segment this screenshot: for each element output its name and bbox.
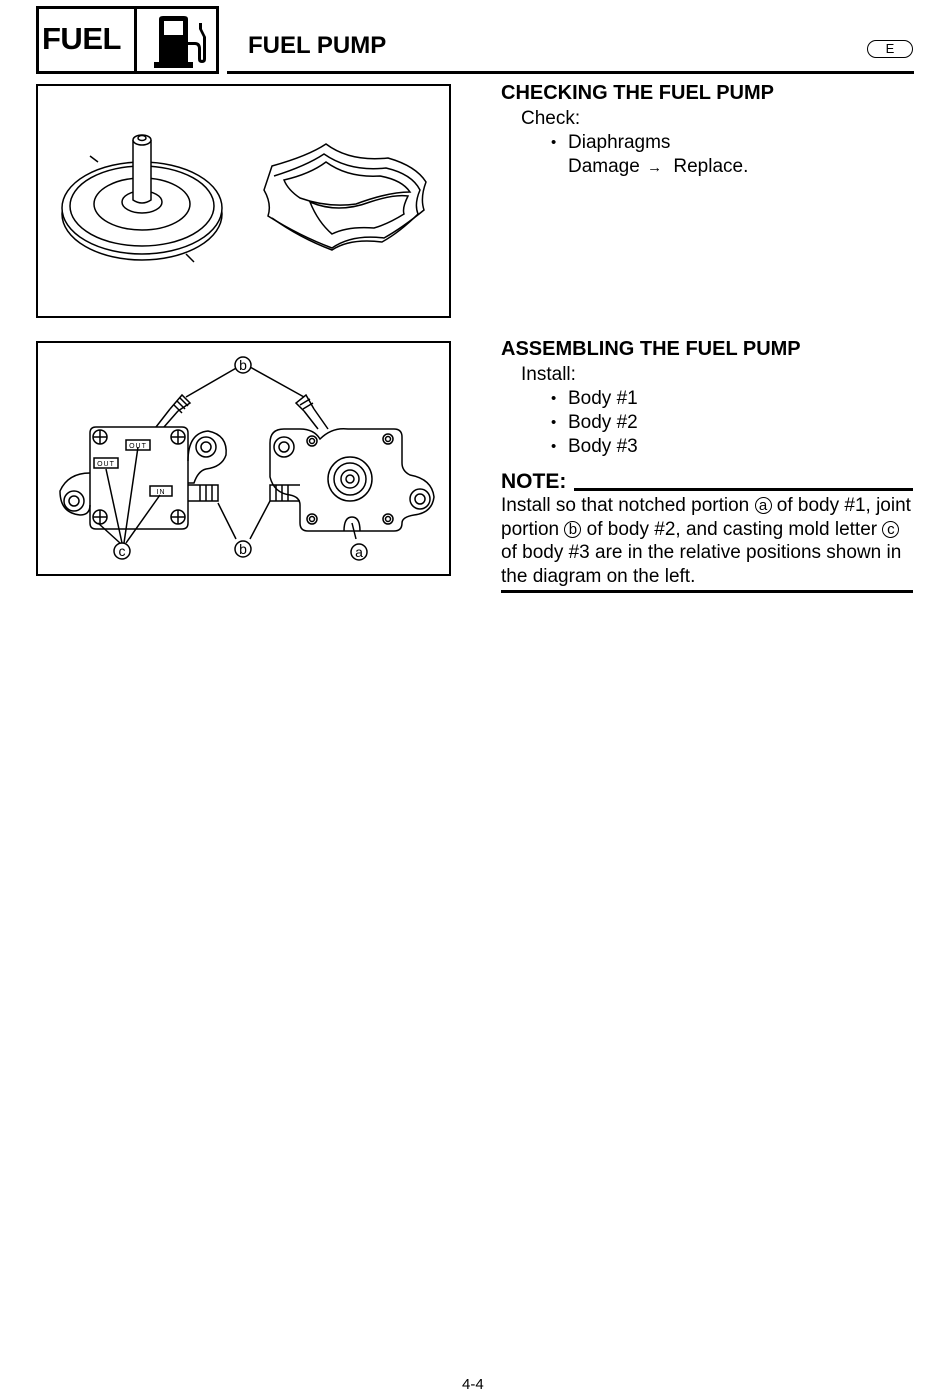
note-text-part: of body #1, joint portion [501,495,911,540]
callout-a: a [355,544,363,560]
note-label: NOTE: [501,470,567,493]
mark-c-icon: c [882,521,899,538]
assembling-item-1: Body #1 [568,388,638,409]
checking-item-label: Diaphragms [568,132,671,153]
bullet-icon: • [551,414,557,431]
section-tab-divider [134,9,137,71]
fuel-pump-icon [151,15,215,69]
header-rule [227,71,914,74]
assembly-figure [36,341,451,576]
page-title: FUEL PUMP [248,32,387,59]
checking-section-title: CHECKING THE FUEL PUMP [501,82,774,104]
note-rule-bottom [501,590,913,593]
bullet-icon: • [551,134,557,151]
assembling-item-2: Body #2 [568,412,638,433]
checking-action: Check: [521,108,581,129]
section-code: FUEL [42,21,121,56]
note-text-part: of body #2, and casting mold letter [581,518,883,540]
stamp-out-top: OUT [129,443,147,450]
callout-b-top: b [239,357,247,373]
diaphragm-figure [36,84,451,318]
bullet-icon: • [551,438,557,455]
stamp-in: IN [156,489,166,496]
assembling-section-title: ASSEMBLING THE FUEL PUMP [501,338,801,360]
mark-a-icon: a [755,497,772,514]
note-text-part: Install so that notched portion [501,495,755,516]
language-badge: E [867,40,913,58]
note-text-part: of body #3 are in the relative positions shown in the diagram on the left. [501,542,902,587]
assembling-item-3: Body #3 [568,436,638,457]
arrow-icon: → [647,159,663,176]
bullet-icon: • [551,390,557,407]
diaphragm-illustration [38,86,449,316]
callout-c: c [118,543,126,559]
callout-b-bottom: b [239,541,247,557]
page-number: 4-4 [462,1376,484,1393]
detail-action: Replace. [673,156,749,177]
note-rule-top [574,488,913,491]
checking-item-detail [568,155,748,180]
assembly-illustration [38,343,449,574]
detail-condition: Damage [568,156,640,177]
mark-b-icon: b [564,521,581,538]
note-text [501,494,916,588]
section-tab [36,6,219,74]
assembling-action: Install: [521,364,576,385]
stamp-out-left: OUT [97,461,115,468]
